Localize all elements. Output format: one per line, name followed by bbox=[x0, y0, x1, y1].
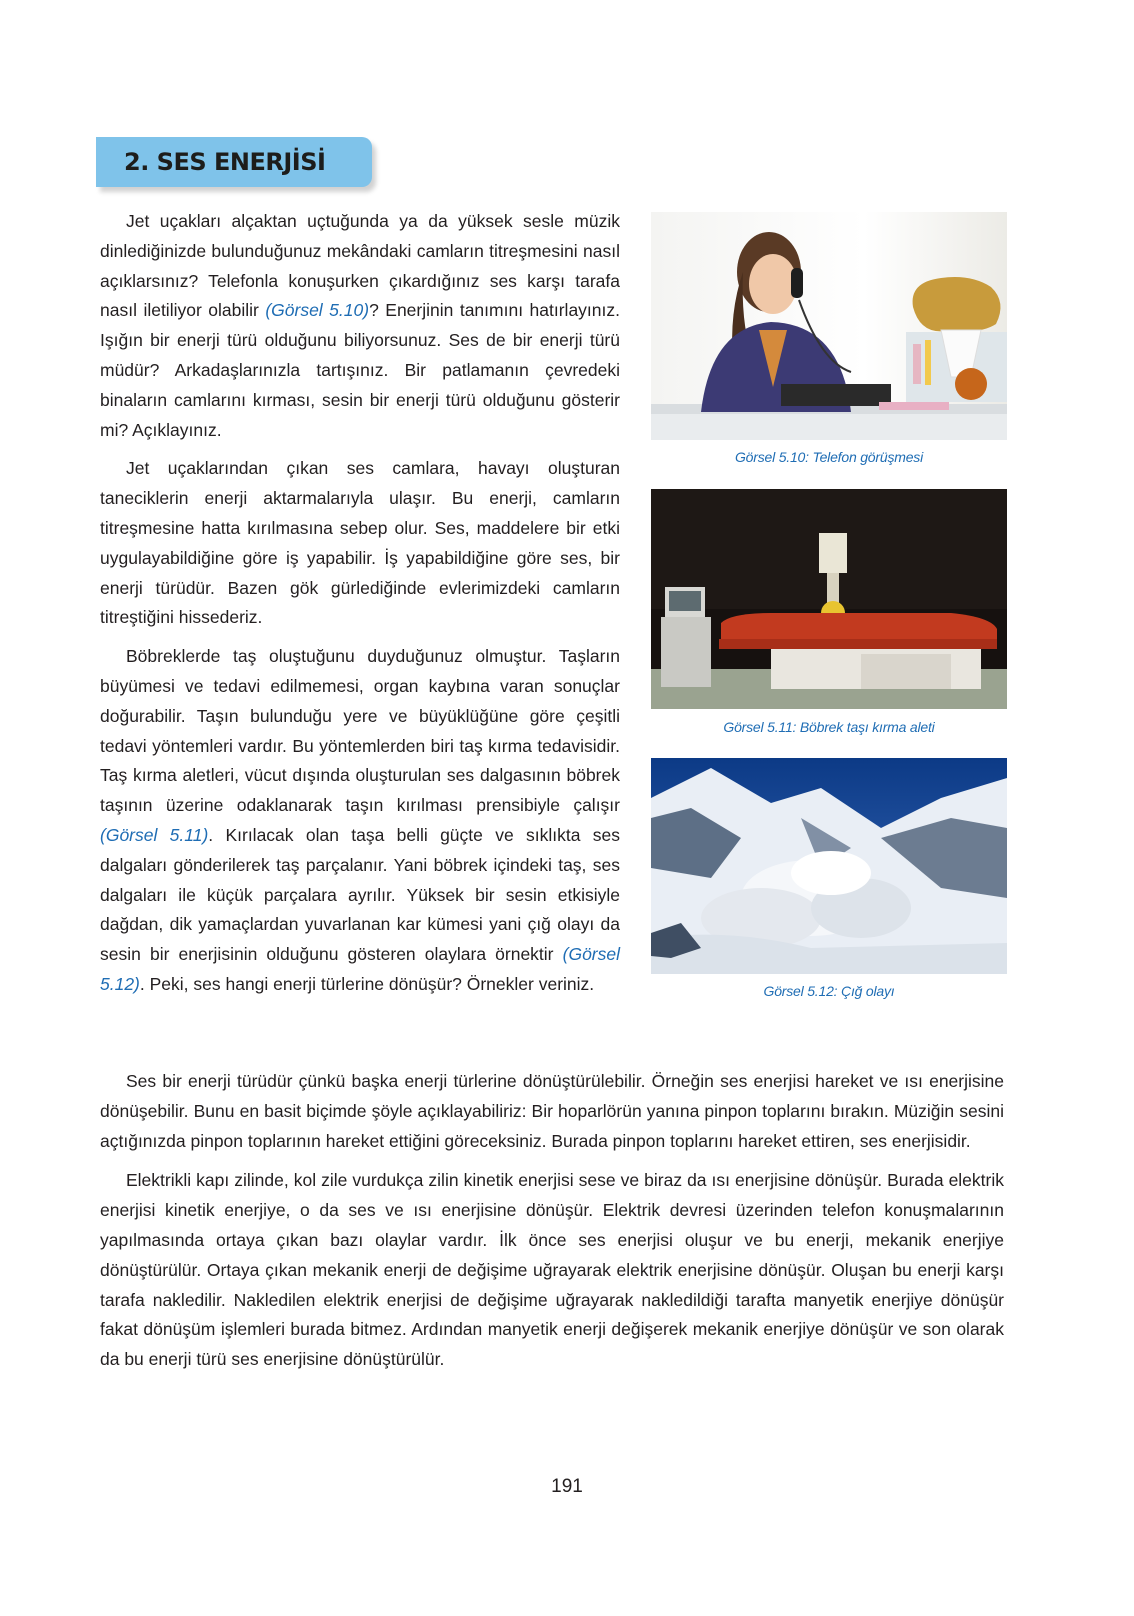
phone-call-photo bbox=[651, 212, 1007, 440]
paragraph-4: Ses bir enerji türüdür çünkü başka enerji türlerine dönüştürülebilir. Örneğin ses enerjisi hareket ve ısı enerjisine dönüşebilir. Bunu en basit biçimde şöyle açıklayabiliriz: Bir hoparlörün yanına pinpon toplarını bırakın. Müziğin sesini açtığınızda pinpon toplarının hareket ettiğini göreceksiniz. Burada pinpon toplarını hareket ettiren, ses enerjisidir. bbox=[100, 1071, 1004, 1151]
page-number: 191 bbox=[551, 1476, 583, 1497]
figure-reference: (Görsel 5.11) bbox=[100, 824, 209, 845]
lithotripter-photo bbox=[651, 489, 1007, 709]
full-width-text bbox=[100, 1067, 1004, 1385]
figure-lithotripter bbox=[651, 489, 1007, 709]
paragraph-5: Elektrikli kapı zilinde, kol zile vurdukça zilin kinetik enerjisi sese ve biraz da ısı enerjisine dönüşür. Burada elektrik enerjisi kinetik enerjiye, o da ses ve ısı enerjisine dönüşür. Elektrik devresi üzerinden telefon konuşmalarının yapılmasında ortaya çıkan bazı olaylar vardır. İlk önce ses enerjisi oluşur ve bu enerji, mekanik enerjiye dönüştürülür. Ortaya çıkan mekanik enerji de değişime uğrayarak elektrik enerjisine dönüşür. Oluşan bu enerji karşı tarafa nakledilir. Nakledilen elektrik enerjisi de değişime uğrayarak nakledildiği tarafta manyetik enerjiye dönüşür fakat dönüşüm işlemleri burada bitmez. Ardından manyetik enerji değişerek mekanik enerjiye dönüşür ve son olarak da bu enerji türü ses enerjisine dönüştürülür. bbox=[100, 1170, 1004, 1370]
figure-phone-call bbox=[651, 212, 1007, 440]
figure-avalanche bbox=[651, 758, 1007, 974]
figure-caption-phone: Görsel 5.10: Telefon görüşmesi bbox=[734, 449, 924, 465]
figure-caption-lithotripter: Görsel 5.11: Böbrek taşı kırma aleti bbox=[723, 719, 935, 735]
avalanche-photo bbox=[651, 758, 1007, 974]
left-column-text bbox=[100, 207, 620, 1009]
figure-reference: (Görsel 5.12) bbox=[100, 944, 620, 994]
paragraph-1: Jet uçakları alçaktan uçtuğunda ya da yüksek sesle müzik dinlediğinizde bulunduğunuz mekândaki camların titreşmesini nasıl açıklarsınız? Telefonla konuşurken çıkardığınız ses karşı tarafa nasıl iletiliyor olabilir (Görsel 5.10)? Enerjinin tanımını hatırlayınız. Işığın bir enerji türü olduğunu biliyorsunuz. Ses de bir enerji türü müdür? Arkadaşlarınızla tartışınız. Bir patlamanın çevredeki binaların camlarını kırması, sesin bir enerji türü olduğunu gösterir mi? Açıklayınız. bbox=[100, 211, 620, 440]
section-heading bbox=[96, 137, 372, 187]
paragraph-3: Böbreklerde taş oluştuğunu duyduğunuz olmuştur. Taşların büyümesi ve tedavi edilmemesi, organ kaybına varan sonuçlar doğurabilir. Taşın bulunduğu yere ve büyüklüğüne göre çeşitli tedavi yöntemleri vardır. Bu yöntemlerden biri taş kırma tedavisidir. Taş kırma aletleri, vücut dışında oluşturulan ses dalgasının böbrek taşının üzerine odaklanarak taşın kırılması prensibiyle çalışır (Görsel 5.11). Kırılacak olan taşa belli güçte ve sıklıkta ses dalgaları gönderilerek taş parçalanır. Yani böbrek içindeki taş, ses dalgaları ile küçük parçalara ayrılır. Yüksek bir sesin etkisiyle dağdan, dik yamaçlardan yuvarlanan kar kümesi yani çığ olayı da sesin bir enerjisinin olduğunu gösteren olaylara örnektir (Görsel 5.12). Peki, ses hangi enerji türlerine dönüşür? Örnekler veriniz. bbox=[100, 646, 620, 994]
figure-caption-avalanche: Görsel 5.12: Çığ olayı bbox=[763, 983, 895, 999]
section-title: 2. SES ENERJİSİ bbox=[124, 148, 326, 176]
paragraph-2: Jet uçaklarından çıkan ses camlara, havayı oluşturan taneciklerin enerji aktarmalarıyla ulaşır. Bu enerji, camların titreşmesine hatta kırılmasına sebep olur. Ses, maddelere bir etki uygulayabildiğine göre iş yapabilir. İş yapabildiğine göre ses, bir enerji türüdür. Bazen gök gürlediğinde evlerimizdeki camların titreştiğini hissederiz. bbox=[100, 458, 620, 628]
figure-reference: (Görsel 5.10) bbox=[265, 300, 370, 321]
